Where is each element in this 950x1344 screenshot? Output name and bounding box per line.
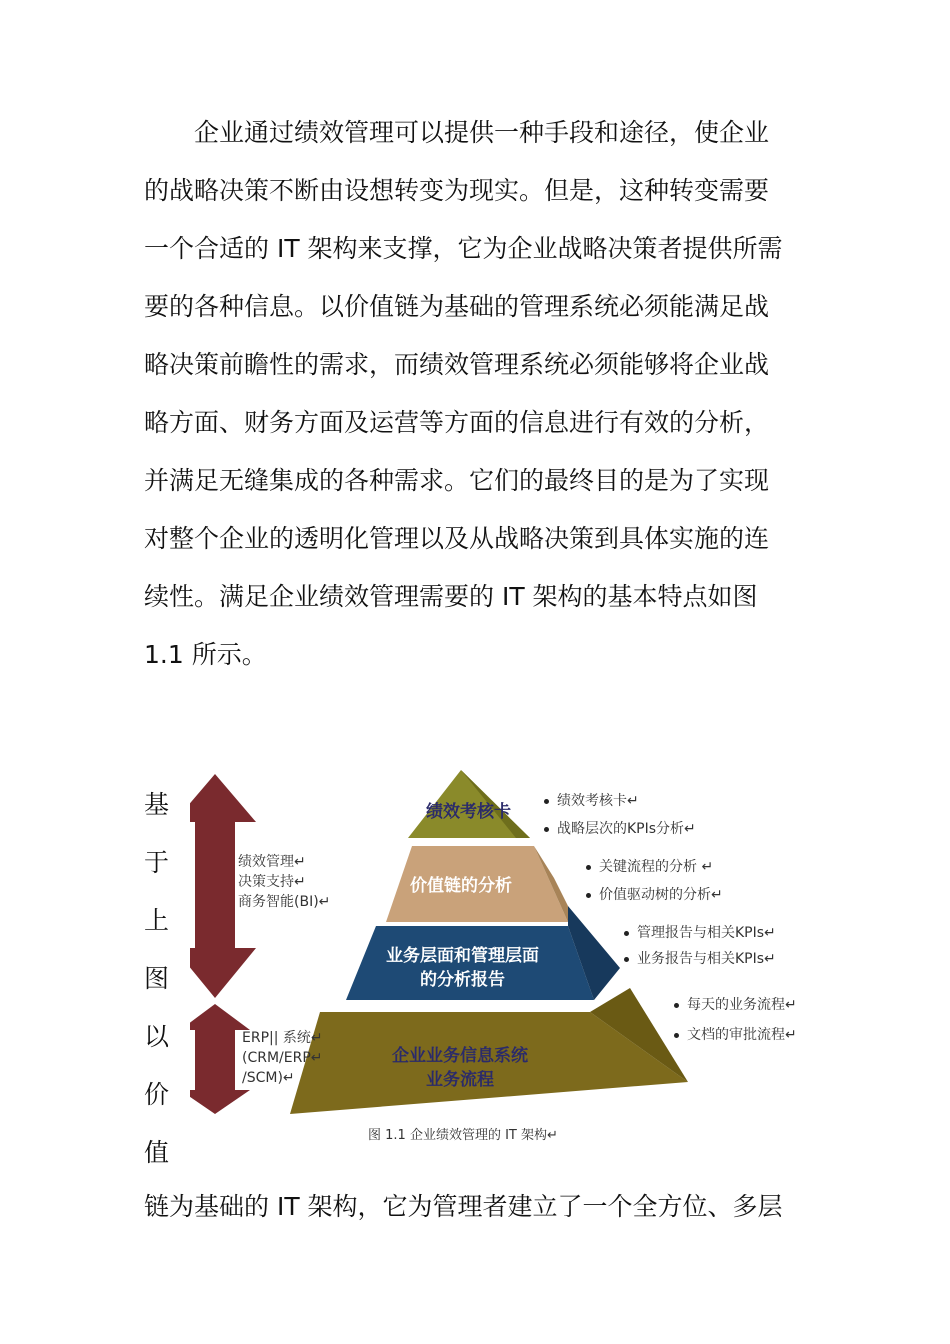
tier-top-label: 绩效考核卡 bbox=[426, 802, 511, 822]
vertical-char: 基 bbox=[144, 790, 170, 819]
body-paragraph bbox=[144, 104, 804, 684]
vertical-char: 价 bbox=[144, 1080, 170, 1109]
lower-arrow-label: ERP|| 系统↵ (CRM/ERP↵ /SCM)↵ bbox=[242, 1030, 323, 1086]
paragraph-line: 一个合适的 IT 架构来支撑，它为企业战略决策者提供所需 bbox=[144, 234, 783, 263]
lower-double-arrow bbox=[190, 1004, 250, 1114]
bullet-item: 绩效考核卡↵ bbox=[544, 792, 639, 810]
vertical-char: 以 bbox=[144, 1022, 170, 1051]
paragraph-line: 要的各种信息。以价值链为基础的管理系统必须能满足战 bbox=[144, 292, 770, 321]
tier-base-label: 企业业务信息系统 业务流程 bbox=[392, 1046, 528, 1090]
paragraph-line: 略方面、财务方面及运营等方面的信息进行有效的分析， bbox=[144, 408, 770, 437]
bullet-item: 战略层次的KPIs分析↵ bbox=[544, 820, 696, 838]
tier-second-label: 价值链的分析 bbox=[410, 876, 512, 896]
bullet-item: 文档的审批流程↵ bbox=[674, 1026, 797, 1044]
vertical-text-column bbox=[144, 776, 174, 1182]
tier-third-label: 业务层面和管理层面 的分析报告 bbox=[386, 946, 539, 990]
vertical-char: 于 bbox=[144, 848, 170, 877]
it-architecture-figure bbox=[190, 768, 830, 1148]
vertical-char: 上 bbox=[144, 906, 170, 935]
upper-arrow-label: 绩效管理↵ 决策支持↵ 商务智能(BI)↵ bbox=[238, 854, 331, 910]
paragraph-line: 对整个企业的透明化管理以及从战略决策到具体实施的连 bbox=[144, 524, 770, 553]
paragraph-line: 的战略决策不断由设想转变为现实。但是，这种转变需要 bbox=[144, 176, 770, 205]
paragraph-line: 略决策前瞻性的需求，而绩效管理系统必须能够将企业战 bbox=[144, 350, 770, 379]
vertical-char: 图 bbox=[144, 964, 170, 993]
paragraph-line: 续性。满足企业绩效管理需要的 IT 架构的基本特点如图 bbox=[144, 582, 758, 611]
figure-caption: 图 1.1 企业绩效管理的 IT 架构↵ bbox=[368, 1128, 558, 1143]
bullet-item: 价值驱动树的分析↵ bbox=[586, 886, 723, 904]
vertical-char: 值 bbox=[144, 1138, 170, 1167]
bullet-item: 每天的业务流程↵ bbox=[674, 996, 797, 1014]
paragraph-line: 企业通过绩效管理可以提供一种手段和途径，使企业 bbox=[144, 118, 770, 147]
paragraph-line: 1.1 所示。 bbox=[144, 640, 267, 669]
paragraph-line: 并满足无缝集成的各种需求。它们的最终目的是为了实现 bbox=[144, 466, 770, 495]
bullet-item: 业务报告与相关KPIs↵ bbox=[624, 950, 776, 968]
bullet-item: 管理报告与相关KPIs↵ bbox=[624, 924, 776, 942]
bullet-item: 关键流程的分析 ↵ bbox=[586, 858, 713, 876]
continuation-line: 链为基础的 IT 架构，它为管理者建立了一个全方位、多层 bbox=[144, 1192, 783, 1221]
